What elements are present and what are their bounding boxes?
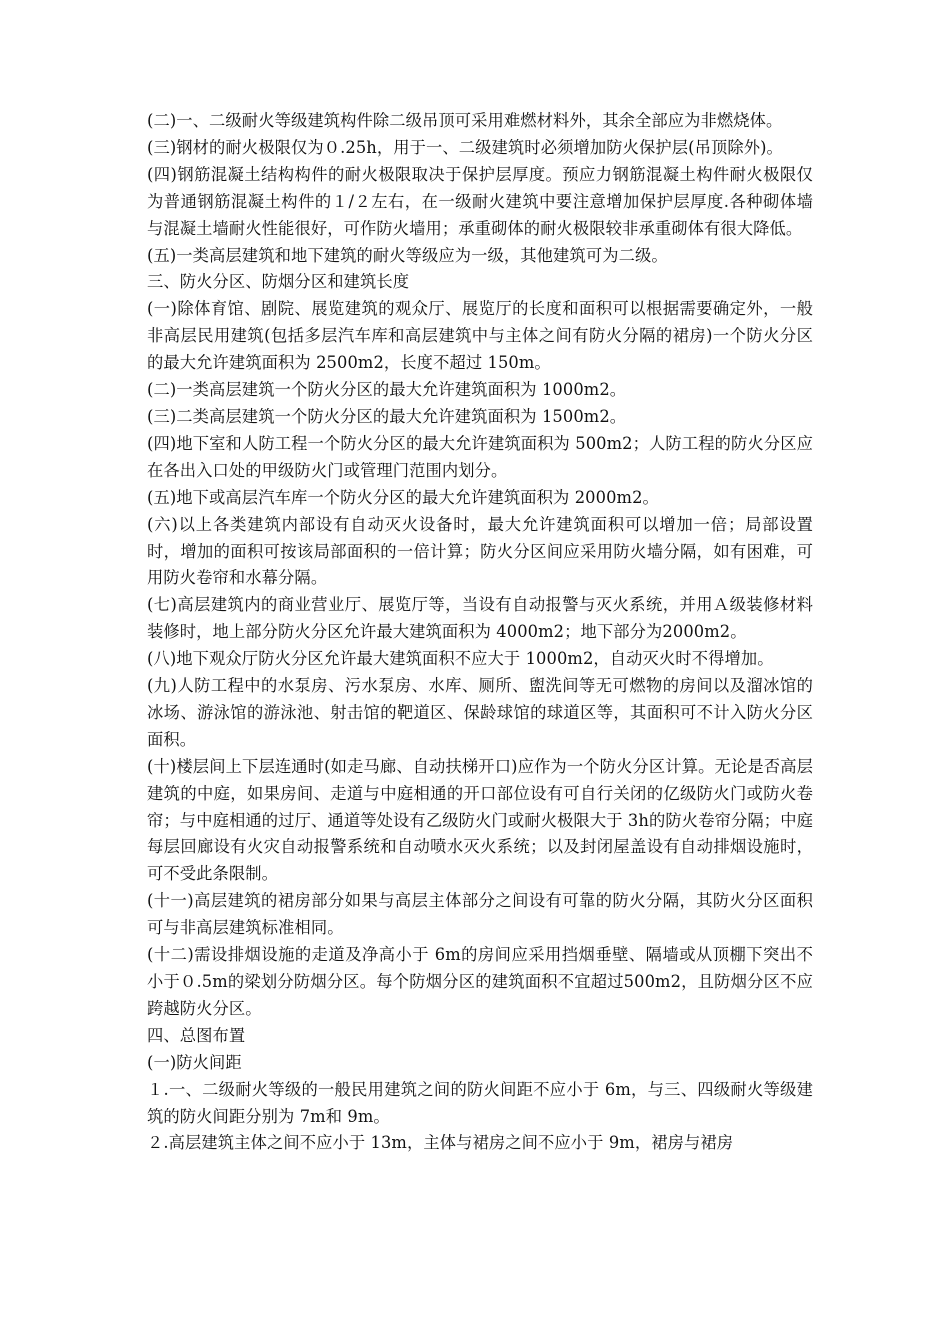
paragraph-3-8: (八)地下观众厅防火分区允许最大建筑面积不应大于 1000m2，自动灭火时不得增加。 [147,649,774,669]
paragraph-2-5: (五)一类高层建筑和地下建筑的耐火等级应为一级，其他建筑可为二级。 [147,245,668,265]
paragraph-3-5: (五)地下或高层汽车库一个防火分区的最大允许建筑面积为 2000m2。 [147,487,659,507]
paragraph-3-4: (四)地下室和人防工程一个防火分区的最大允许建筑面积为 500m2；人防工程的防火分区应在各出入口处的甲级防火门或管理门范围内划分。 [147,433,813,480]
paragraph-3-11: (十一)高层建筑的裙房部分如果与高层主体部分之间设有可靠的防火分隔，其防火分区面积可与非高层建筑标准相同。 [147,891,813,938]
paragraph-3-12: (十二)需设排烟设施的走道及净高小于 6m的房间应采用挡烟垂壁、隔墙或从顶棚下突出不小于０.5m的梁划分防烟分区。每个防烟分区的建筑面积不宜超过500m2，且防烟分区不应跨越防火分区。 [147,945,813,1018]
paragraph-3-9: (九)人防工程中的水泵房、污水泵房、水库、厕所、盥洗间等无可燃物的房间以及溜冰馆的冰场、游泳馆的游泳池、射击馆的靶道区、保龄球馆的球道区等，其面积可不计入防火分区面积。 [147,676,813,749]
list-item-2: ２.高层建筑主体之间不应小于 13m，主体与裙房之间不应小于 9m，裙房与裙房 [147,1133,734,1153]
paragraph-3-3: (三)二类高层建筑一个防火分区的最大允许建筑面积为 1500m2。 [147,406,627,426]
paragraph-2-3: (三)钢材的耐火极限仅为０.25h，用于一、二级建筑时必须增加防火保护层(吊顶除外)。 [147,137,783,157]
subsection-heading-4-1: (一)防火间距 [147,1052,242,1072]
paragraph-2-2: (二)一、二级耐火等级建筑构件除二级吊顶可采用难燃材料外，其余全部应为非燃烧体。 [147,111,783,130]
paragraph-3-7: (七)高层建筑内的商业营业厅、展览厅等，当设有自动报警与灭火系统，并用Ａ级装修材料装修时，地上部分防火分区允许最大建筑面积为 4000m2；地下部分为2000m2。 [147,595,813,642]
paragraph-3-2: (二)一类高层建筑一个防火分区的最大允许建筑面积为 1000m2。 [147,380,627,400]
paragraph-2-4: (四)钢筋混凝土结构构件的耐火极限取决于保护层厚度。预应力钢筋混凝土构件耐火极限仅为普通钢筋混凝土构件的１/２左右，在一级耐火建筑中要注意增加保护层厚度.各种砌体墙与混凝土墙耐火性能很好，可作防火墙用；承重砌体的耐火极限较非承重砌体有很大降低。 [147,164,813,238]
paragraph-3-1: (一)除体育馆、剧院、展览建筑的观众厅、展览厅的长度和面积可以根据需要确定外，一般非高层民用建筑(包括多层汽车库和高层建筑中与主体之间有防火分隔的裙房)一个防火分区的最大允许建筑面积为 2500m2，长度不超过 150m。 [147,299,813,373]
section-heading-4: 四、总图布置 [147,1025,246,1045]
list-item-1: １.一、二级耐火等级的一般民用建筑之间的防火间距不应小于 6m，与三、四级耐火等级建筑的防火间距分别为 7m和 9m。 [147,1079,813,1126]
section-heading-3: 三、防火分区、防烟分区和建筑长度 [147,272,410,292]
paragraph-3-6: (六)以上各类建筑内部设有自动灭火设备时，最大允许建筑面积可以增加一倍；局部设置时，增加的面积可按该局部面积的一倍计算；防火分区间应采用防火墙分隔，如有困难，可用防火卷帘和水幕分隔。 [147,514,813,588]
document-page [147,108,813,1157]
paragraph-3-10: (十)楼层间上下层连通时(如走马廊、自动扶梯开口)应作为一个防火分区计算。无论是否高层建筑的中庭，如果房间、走道与中庭相通的开口部位设有可自行关闭的亿级防火门或防火卷帘；与中庭相通的过厅、通道等处设有乙级防火门或耐火极限大于 3h的防火卷帘分隔；中庭每层回廊设有火灾自动报警系统和自动喷水灭火系统；以及封闭屋盖设有自动排烟设施时，可不受此条限制。 [147,756,813,884]
